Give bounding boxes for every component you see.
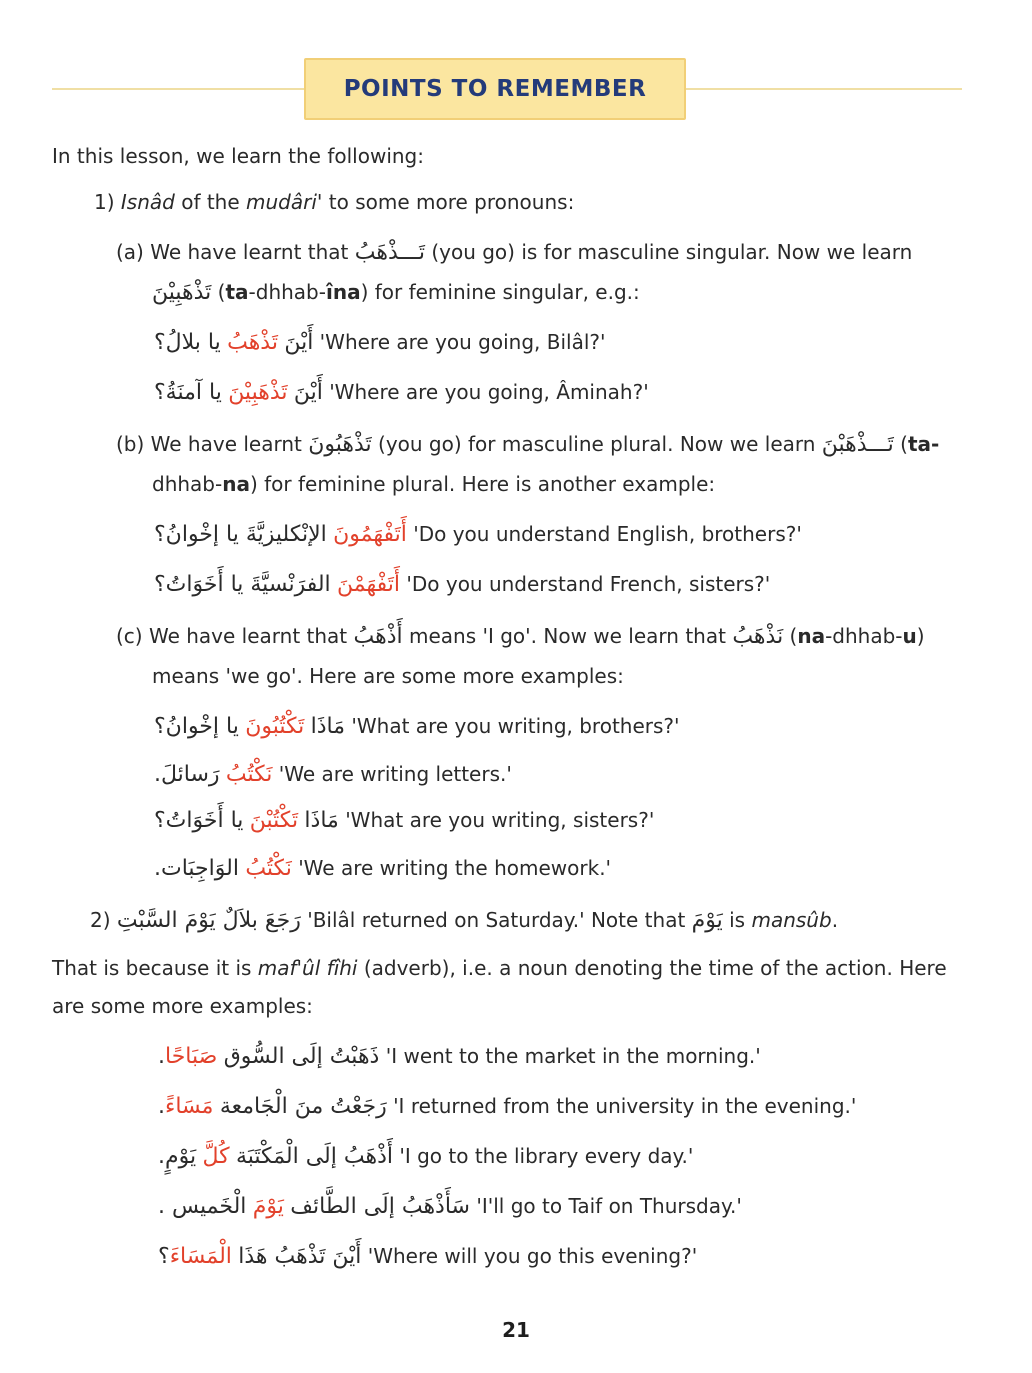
text: ( <box>211 280 226 304</box>
translation: 'We are writing the homework.' <box>298 856 612 880</box>
arabic-text: أَيْنَ <box>284 330 314 355</box>
translation: 'I returned from the university in the evening.' <box>393 1094 857 1118</box>
text: ( <box>783 624 798 648</box>
text: (b) We have learnt <box>116 432 309 456</box>
bold-text: u <box>902 624 917 648</box>
text: (adverb), i.e. a noun denoting the time of the action. Here <box>357 956 947 980</box>
point-2-number: 2) <box>90 908 117 932</box>
arabic-text: مَاذَا <box>304 808 339 833</box>
arabic-text: سَأَذْهَبُ إلَى الطَّائف <box>290 1194 470 1219</box>
example-c-4 <box>154 854 611 883</box>
arabic-text: . <box>158 1094 165 1119</box>
example-2-1 <box>158 1042 761 1071</box>
page-number: 21 <box>502 1318 530 1342</box>
arabic-text: يا آمنَةُ؟ <box>154 380 222 405</box>
translation: 'Where are you going, Âminah?' <box>329 380 649 404</box>
translation: 'Do you understand English, brothers?' <box>413 522 802 546</box>
header-rule-right <box>686 88 962 90</box>
arabic-word: أَذْهَبُ <box>353 624 403 649</box>
point-1-number: 1) <box>94 190 121 214</box>
arabic-text: أَيْنَ تَذْهَبُ هَذَا <box>238 1244 362 1269</box>
arabic-highlight: نَكْتُبُ <box>245 856 292 881</box>
arabic-word: تَذْهَبُونَ <box>308 432 372 457</box>
example-2-3 <box>158 1142 693 1171</box>
term-isnad: Isnâd <box>120 190 175 214</box>
arabic-text: . <box>158 1044 165 1069</box>
text: ( <box>893 432 908 456</box>
arabic-word: تَذْهَبِيْنَ <box>152 280 212 305</box>
point-2-line-3: are some more examples: <box>52 994 313 1018</box>
point-1-rest: to some more pronouns: <box>322 190 575 214</box>
arabic-text: رَجَعْتُ منَ الْجَامعة <box>219 1094 387 1119</box>
arabic-highlight: كُلَّ <box>202 1144 230 1169</box>
text: (you go) for masculine plural. Now we learn <box>371 432 822 456</box>
translation: 'Where will you go this evening?' <box>367 1244 698 1268</box>
example-2-2 <box>158 1092 856 1121</box>
arabic-highlight: تَذْهَبِيْنَ <box>228 380 288 405</box>
arabic-text: يَوْمٍ. <box>158 1144 197 1169</box>
example-2-4 <box>158 1192 742 1221</box>
bold-text: ta- <box>907 432 940 456</box>
term-mansub: mansûb <box>751 908 832 932</box>
arabic-text: يا إخْوانُ؟ <box>154 714 239 739</box>
example-b-1 <box>154 520 802 549</box>
arabic-highlight: مَسَاءً <box>165 1094 214 1119</box>
header-rule-left <box>52 88 304 90</box>
arabic-text: أَذْهَبُ إلَى الْمَكْتَبَة <box>235 1144 393 1169</box>
example-2-5 <box>158 1242 697 1271</box>
point-1-text: of the <box>174 190 247 214</box>
translation: 'What are you writing, sisters?' <box>345 808 655 832</box>
text: ) for feminine plural. Here is another example: <box>249 472 716 496</box>
point-2-line-1 <box>90 906 838 935</box>
translation: 'Where are you going, Bilâl?' <box>319 330 606 354</box>
arabic-highlight: نَكْتُبُ <box>225 762 273 787</box>
text: . <box>831 908 839 932</box>
arabic-text: الوَاجِبَات. <box>154 856 239 881</box>
example-c-1 <box>154 712 680 741</box>
translation: 'I'll go to Taif on Thursday.' <box>476 1194 742 1218</box>
translation: 'I went to the market in the morning.' <box>385 1044 761 1068</box>
example-a-2 <box>154 378 649 407</box>
arabic-text: الْخَميس . <box>158 1194 247 1219</box>
bold-text: ta <box>225 280 249 304</box>
arabic-text: الإنْكليزيَّةَ يا إخْوانُ؟ <box>154 522 327 547</box>
arabic-highlight: أَتَفْهَمُونَ <box>333 522 407 547</box>
arabic-text: يا أَخَوَاتُ؟ <box>154 808 244 833</box>
arabic-word: يَوْمَ <box>691 908 723 933</box>
arabic-highlight: تَكْتُبُونَ <box>245 714 305 739</box>
term-mudari: mudâri' <box>246 190 323 214</box>
term-maful-fihi: maf'ûl fîhi <box>257 956 358 980</box>
text: -dhhab- <box>825 624 903 648</box>
arabic-highlight: الْمَسَاءَ <box>169 1244 232 1269</box>
text: (a) We have learnt that <box>116 240 355 264</box>
text: means 'I go'. Now we learn that <box>402 624 733 648</box>
text: -dhhab- <box>248 280 326 304</box>
arabic-word: نَذْهَبُ <box>732 624 784 649</box>
arabic-word: تَـــذْهَبْنَ <box>821 432 894 457</box>
example-c-3 <box>154 806 654 835</box>
arabic-highlight: تَذْهَبُ <box>227 330 278 355</box>
bold-text: na <box>797 624 826 648</box>
arabic-text: ذَهَبْتُ إلَى السُّوق <box>223 1044 380 1069</box>
page-title: POINTS TO REMEMBER <box>343 76 647 102</box>
text: dhhab- <box>152 472 223 496</box>
arabic-highlight: أَتَفْهَمْنَ <box>337 572 400 597</box>
text: (c) We have learnt that <box>116 624 354 648</box>
arabic-text: ؟ <box>158 1244 170 1269</box>
point-2-line-2 <box>52 954 947 982</box>
point-b-line-1 <box>116 430 939 459</box>
example-b-2 <box>154 570 770 599</box>
translation: 'Bilâl returned on Saturday.' Note that <box>300 908 692 932</box>
example-a-1 <box>154 328 606 357</box>
translation: 'We are writing letters.' <box>278 762 512 786</box>
arabic-text: أَيْنَ <box>293 380 323 405</box>
translation: 'What are you writing, brothers?' <box>351 714 680 738</box>
point-1 <box>94 188 574 216</box>
bold-text: na <box>222 472 250 496</box>
arabic-text: مَاذَا <box>310 714 346 739</box>
text: That is because it is <box>52 956 258 980</box>
translation: 'I go to the library every day.' <box>399 1144 694 1168</box>
arabic-word: تَـــذْهَبُ <box>354 240 425 265</box>
text: ) for feminine singular, e.g.: <box>360 280 640 304</box>
bold-text: îna <box>325 280 361 304</box>
arabic-text: الفرَنْسيَّةَ يا أَخَوَاتُ؟ <box>154 572 331 597</box>
point-a-line-2 <box>152 278 640 307</box>
point-c-line-1 <box>116 622 925 651</box>
translation: 'Do you understand French, sisters?' <box>406 572 771 596</box>
text: is <box>722 908 752 932</box>
point-a-line-1 <box>116 238 912 267</box>
text: ) <box>916 624 925 648</box>
example-c-2 <box>154 760 512 789</box>
text: (you go) is for masculine singular. Now we learn <box>424 240 913 264</box>
intro-text: In this lesson, we learn the following: <box>52 144 424 168</box>
arabic-highlight: تَكْتُبْنَ <box>249 808 299 833</box>
arabic-sentence: رَجَعَ بلاَلٌ يَوْمَ السَّبْتِ <box>116 908 301 933</box>
title-box <box>304 58 686 120</box>
arabic-text: يا بلالُ؟ <box>154 330 221 355</box>
arabic-highlight: يَوْمَ <box>252 1194 284 1219</box>
point-c-line-2: means 'we go'. Here are some more examples: <box>152 664 624 688</box>
arabic-highlight: صَبَاحًا <box>165 1044 218 1069</box>
arabic-text: رَسائلَ. <box>154 762 220 787</box>
point-b-line-2 <box>152 470 715 498</box>
